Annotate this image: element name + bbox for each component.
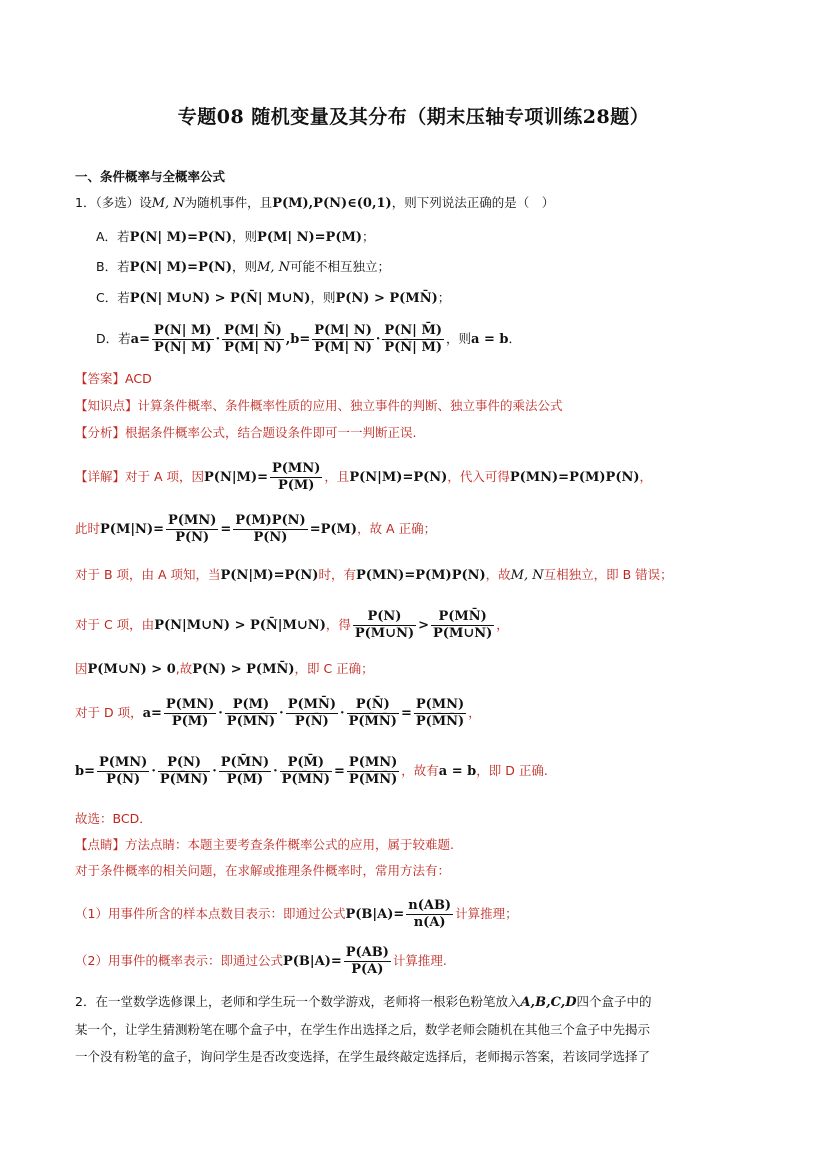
section-heading: 一、条件概率与全概率公式 xyxy=(75,169,226,184)
option-formula: P(N) > P(MN̄) xyxy=(335,291,438,306)
detail-text: 此时 xyxy=(75,521,101,536)
detail-text: 对于 B 项，由 A 项知，当 xyxy=(75,567,221,582)
option-d-formula: a= $\frac{P(N| M)}{P(N̄| M)}$ · $\frac{P(M| N̄)}{P(M̄| N̄)}$ ,b= $\frac{P(M| N)}{P(M̄| N)}$ · $\frac{P(N| M̄)}{P(N̄| M̄)}$ xyxy=(130,323,442,355)
detail-text: 对于 C 项，由 xyxy=(75,617,155,632)
detail-line-4 xyxy=(75,606,509,645)
option-text: ，则 xyxy=(232,259,258,274)
method-text: （1）用事件所含的样本点数目表示：即通过公式 xyxy=(75,906,346,921)
question-1-stem xyxy=(75,194,554,213)
option-formula: P(N| M)=P(N) xyxy=(129,230,233,245)
detail-text: 时，有 xyxy=(318,567,356,582)
tip-label: 【点睛】 xyxy=(75,837,126,852)
detail-text: ， xyxy=(496,617,509,632)
q2-text: 四个盒子中的 xyxy=(576,994,652,1009)
answer-value: ACD xyxy=(125,371,152,386)
option-formula: a = b xyxy=(471,332,509,347)
detail-formula: P(M|N)= $\frac{P(MN)}{P(N)}$ = $\frac{P(M)P(N)}{P(N)}$ =P(M) xyxy=(100,513,358,545)
analysis-text: 根据条件概率公式，结合题设条件即可一一判断正误. xyxy=(125,425,417,440)
option-label: B．若 xyxy=(96,259,130,274)
detail-text: ，故 A 正确； xyxy=(357,521,437,536)
question-2-line-1 xyxy=(75,988,755,1016)
detail-formula: P(M∪N) > 0 xyxy=(87,662,176,677)
detail-line-3 xyxy=(75,566,673,585)
option-vars: M, N xyxy=(257,260,291,275)
detail-text: ,故 xyxy=(175,661,193,676)
tip-line xyxy=(75,836,454,854)
detail-formula: P(N|M∪N) > P(N̄|M∪N) xyxy=(154,618,326,633)
option-text: ． xyxy=(508,331,521,346)
question-2 xyxy=(75,988,755,1070)
option-text: ，则 xyxy=(445,331,471,346)
detail-formula: a = b xyxy=(438,764,477,779)
option-label: D．若 xyxy=(96,331,131,346)
knowledge-line xyxy=(75,397,563,415)
page-title: 专题08 随机变量及其分布（期末压轴专项训练28题） xyxy=(177,106,650,128)
detail-text: 对于 A 项，因 xyxy=(125,469,205,484)
q2-text: 2．在一堂数学选修课上，老师和学生玩一个数学游戏，老师将一根彩色粉笔放入 xyxy=(75,994,521,1009)
detail-text: 因 xyxy=(75,661,88,676)
detail-text: ， xyxy=(468,705,481,720)
question-2-line-2: 某一个，让学生猜测粉笔在哪个盒子中，在学生作出选择之后，数学老师会随机在其他三个盒子中先揭示 xyxy=(75,1022,651,1037)
detail-text: ，代入可得 xyxy=(447,469,510,484)
option-text: ，则 xyxy=(232,229,258,244)
stem-text: 为随机事件，且 xyxy=(184,195,273,210)
detail-vars: M, N xyxy=(510,568,544,583)
analysis-label: 【分析】 xyxy=(75,425,126,440)
option-text: ，则 xyxy=(310,290,336,305)
detail-formula: P(MN)=P(M)P(N) xyxy=(355,568,486,583)
method-text: 计算推理； xyxy=(455,906,518,921)
detail-label: 【详解】 xyxy=(75,469,126,484)
detail-text: ，即 C 正确； xyxy=(294,661,374,676)
knowledge-label: 【知识点】 xyxy=(75,398,138,413)
detail-formula: P(N|M)= $\frac{P(MN)}{P(M)}$ xyxy=(204,461,321,493)
answer-line xyxy=(75,370,152,388)
detail-formula: P(MN)=P(M)P(N) xyxy=(509,470,640,485)
detail-text: ，故 xyxy=(485,567,511,582)
detail-text: ，即 D 正确. xyxy=(476,763,548,778)
option-formula: P(M| N)=P(M) xyxy=(257,230,363,245)
stem-text: 1．（多选）设 xyxy=(75,195,152,210)
detail-formula: a= $\frac{P(MN)}{P(M)}$ · $\frac{P(M)}{P(MN̄)}$ · $\frac{P(MN̄)}{P(N̄)}$ · $\frac{P(N̄)}{P(M̄N̄)}$ = $\frac{P(MN)}{P(M̄N̄)}$ xyxy=(142,697,465,729)
detail-formula: P(N) > P(MN̄) xyxy=(192,662,295,677)
option-text: ； xyxy=(437,290,451,305)
detail-text: ，且 xyxy=(324,469,350,484)
option-label: C．若 xyxy=(96,290,130,305)
stem-formula: P(M),P(N)∈(0,1) xyxy=(272,196,392,211)
detail-line-2 xyxy=(75,510,436,549)
knowledge-text: 计算条件概率、条件概率性质的应用、独立事件的判断、独立事件的乘法公式 xyxy=(137,398,563,413)
detail-text: 互相独立，即 B 错误； xyxy=(543,567,673,582)
detail-text: 对于 D 项， xyxy=(75,705,143,720)
answer-label: 【答案】 xyxy=(75,371,126,386)
method-formula: P(B|A)= $\frac{P(AB)}{P(A)}$ xyxy=(282,945,389,977)
detail-line-6 xyxy=(75,694,481,733)
option-b xyxy=(96,258,390,277)
option-label: A．若 xyxy=(96,229,130,244)
stem-text: ，则下列说法正确的是（ ） xyxy=(391,195,555,210)
q2-boxes: A,B,C,D xyxy=(520,995,577,1010)
option-text: ； xyxy=(362,229,375,244)
option-c xyxy=(96,289,450,308)
detail-formula: $\frac{P(N)}{P(M\cup N)}$ > $\frac{P(MN̄)}{P(M\cup N)}$ xyxy=(354,609,493,641)
method-1 xyxy=(75,895,518,934)
option-a xyxy=(96,228,375,247)
detail-formula: b= $\frac{P(MN)}{P(N)}$ · $\frac{P(N)}{P(M̄N)}$ · $\frac{P(M̄N)}{P(M̄)}$ · $\frac{P(M̄)}{P(M̄N̄)}$ = $\frac{P(MN)}{P(M̄N̄)}$ xyxy=(75,755,398,787)
detail-line-5 xyxy=(75,660,374,679)
detail-line-7 xyxy=(75,752,548,791)
stem-vars: M, N xyxy=(151,196,185,211)
option-d xyxy=(96,320,521,359)
method-text: （2）用事件的概率表示：即通过公式 xyxy=(75,953,283,968)
detail-formula: P(N|M)=P(N) xyxy=(349,470,448,485)
method-formula: P(B|A)= $\frac{n(AB)}{n(A)}$ xyxy=(345,898,452,930)
detail-line-1: 【详解】对于 A 项，因P(N|M)= $\frac{P(MN)}{P(M)}$ ，且P(N|M)=P(N)，代入可得P(MN)=P(M)P(N)， xyxy=(75,461,653,493)
method-2 xyxy=(75,942,447,981)
choose-line: 故选：BCD． xyxy=(75,811,152,826)
option-formula: P(N| M∪N) > P(N̄| M∪N) xyxy=(129,291,311,306)
tip-text: 方法点睛：本题主要考查条件概率公式的应用，属于较难题. xyxy=(125,837,454,852)
detail-text: ，得 xyxy=(325,617,351,632)
detail-formula: P(N|M)=P(N) xyxy=(220,568,319,583)
method-text: 计算推理. xyxy=(392,953,447,968)
tip-line-2: 对于条件概率的相关问题，在求解或推理条件概率时，常用方法有： xyxy=(75,863,451,878)
option-formula: P(N| M)=P(N) xyxy=(129,260,233,275)
detail-text: ，故有 xyxy=(401,763,439,778)
option-text: 可能不相互独立； xyxy=(290,259,391,274)
analysis-line xyxy=(75,424,417,442)
question-2-line-3: 一个没有粉笔的盒子，询问学生是否改变选择，在学生最终敲定选择后，老师揭示答案，若该同学选择了 xyxy=(75,1049,651,1064)
